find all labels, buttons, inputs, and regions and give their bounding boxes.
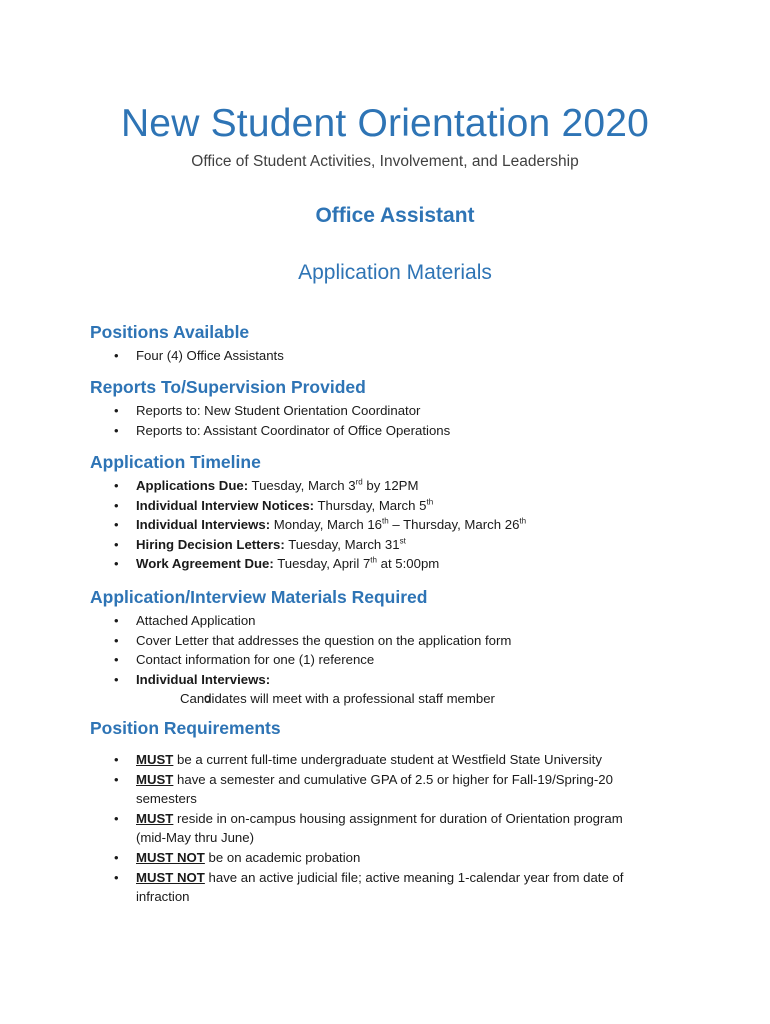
ordinal-suffix: th [426, 497, 434, 507]
ordinal-suffix: st [399, 536, 406, 546]
requirement-key: MUST [136, 771, 174, 787]
section-materials-required [90, 586, 690, 709]
requirement-text: have a semester and cumulative GPA of 2.5 or higher for Fall-19/Spring-20 semesters [136, 771, 613, 807]
requirement-item [90, 770, 650, 809]
timeline-label: Work Agreement Due: [136, 556, 274, 572]
position-title: Office Assistant [315, 204, 475, 227]
requirement-text: be a current full-time undergraduate student at Westfield State University [173, 752, 602, 767]
requirement-text: have an active judicial file; active meaning 1-calendar year from date of infraction [136, 869, 624, 905]
section-heading: Reports To/Supervision Provided [90, 377, 366, 397]
timeline-date-end: – Thursday, March 26 [388, 517, 520, 533]
requirement-key: MUST [136, 752, 174, 767]
list-item: • Cover Letter that addresses the question on the application form [90, 631, 690, 651]
list-item [90, 670, 690, 709]
section-heading: Application Timeline [90, 452, 261, 472]
timeline-label: Hiring Decision Letters: [136, 536, 285, 552]
timeline-label: Individual Interviews: [136, 517, 271, 533]
timeline-time: at 5:00pm [376, 556, 440, 572]
materials-title: Application Materials [298, 261, 492, 284]
sub-list-item: o Candidates will meet with a professional staff member [136, 689, 690, 709]
list-item: • Contact information for one (1) reference [90, 650, 690, 670]
ordinal-suffix: th [519, 516, 527, 526]
timeline-date: Tuesday, March 31 [284, 536, 400, 552]
requirement-item [90, 868, 650, 907]
requirement-text: be on academic probation [204, 849, 361, 865]
list-item: • Four (4) Office Assistants [90, 346, 690, 366]
timeline-item [90, 554, 690, 574]
office-subtitle: Office of Student Activities, Involvement, and Leadership [191, 153, 579, 170]
list-item: • Attached Application [90, 611, 690, 631]
requirement-key: MUST NOT [136, 849, 205, 865]
requirement-item [90, 809, 650, 848]
timeline-time: by 12PM [362, 478, 419, 493]
timeline-item [90, 535, 690, 555]
list-item: • Reports to: New Student Orientation Coordinator [90, 401, 690, 421]
requirement-key: MUST [136, 810, 174, 826]
timeline-date: Monday, March 16 [270, 517, 383, 533]
section-reports-to [90, 376, 690, 440]
timeline-date: Tuesday, April 7 [273, 556, 371, 572]
section-positions-available [90, 321, 690, 366]
interviews-label: Individual Interviews: [136, 671, 271, 687]
section-position-requirements [90, 717, 690, 907]
section-heading: Application/Interview Materials Required [90, 587, 428, 607]
requirement-text: reside in on-campus housing assignment for duration of Orientation program (mid-May thru June) [136, 810, 623, 846]
ordinal-suffix: rd [355, 477, 363, 487]
section-heading: Position Requirements [90, 718, 281, 738]
requirement-key: MUST NOT [136, 869, 205, 885]
timeline-label: Applications Due: [136, 478, 249, 493]
section-heading: Positions Available [90, 322, 250, 342]
timeline-item [90, 476, 690, 496]
list-item: • Reports to: Assistant Coordinator of Office Operations [90, 421, 690, 441]
timeline-item [90, 496, 690, 516]
timeline-item [90, 515, 690, 535]
requirement-item [90, 750, 650, 770]
timeline-label: Individual Interview Notices: [136, 497, 315, 513]
requirement-item [90, 848, 650, 868]
page-title: New Student Orientation 2020 [120, 102, 650, 145]
timeline-date: Tuesday, March 3 [248, 478, 356, 493]
timeline-date: Thursday, March 5 [314, 497, 427, 513]
ordinal-suffix: th [382, 516, 389, 526]
section-application-timeline [90, 451, 690, 574]
ordinal-suffix: th [370, 555, 377, 565]
